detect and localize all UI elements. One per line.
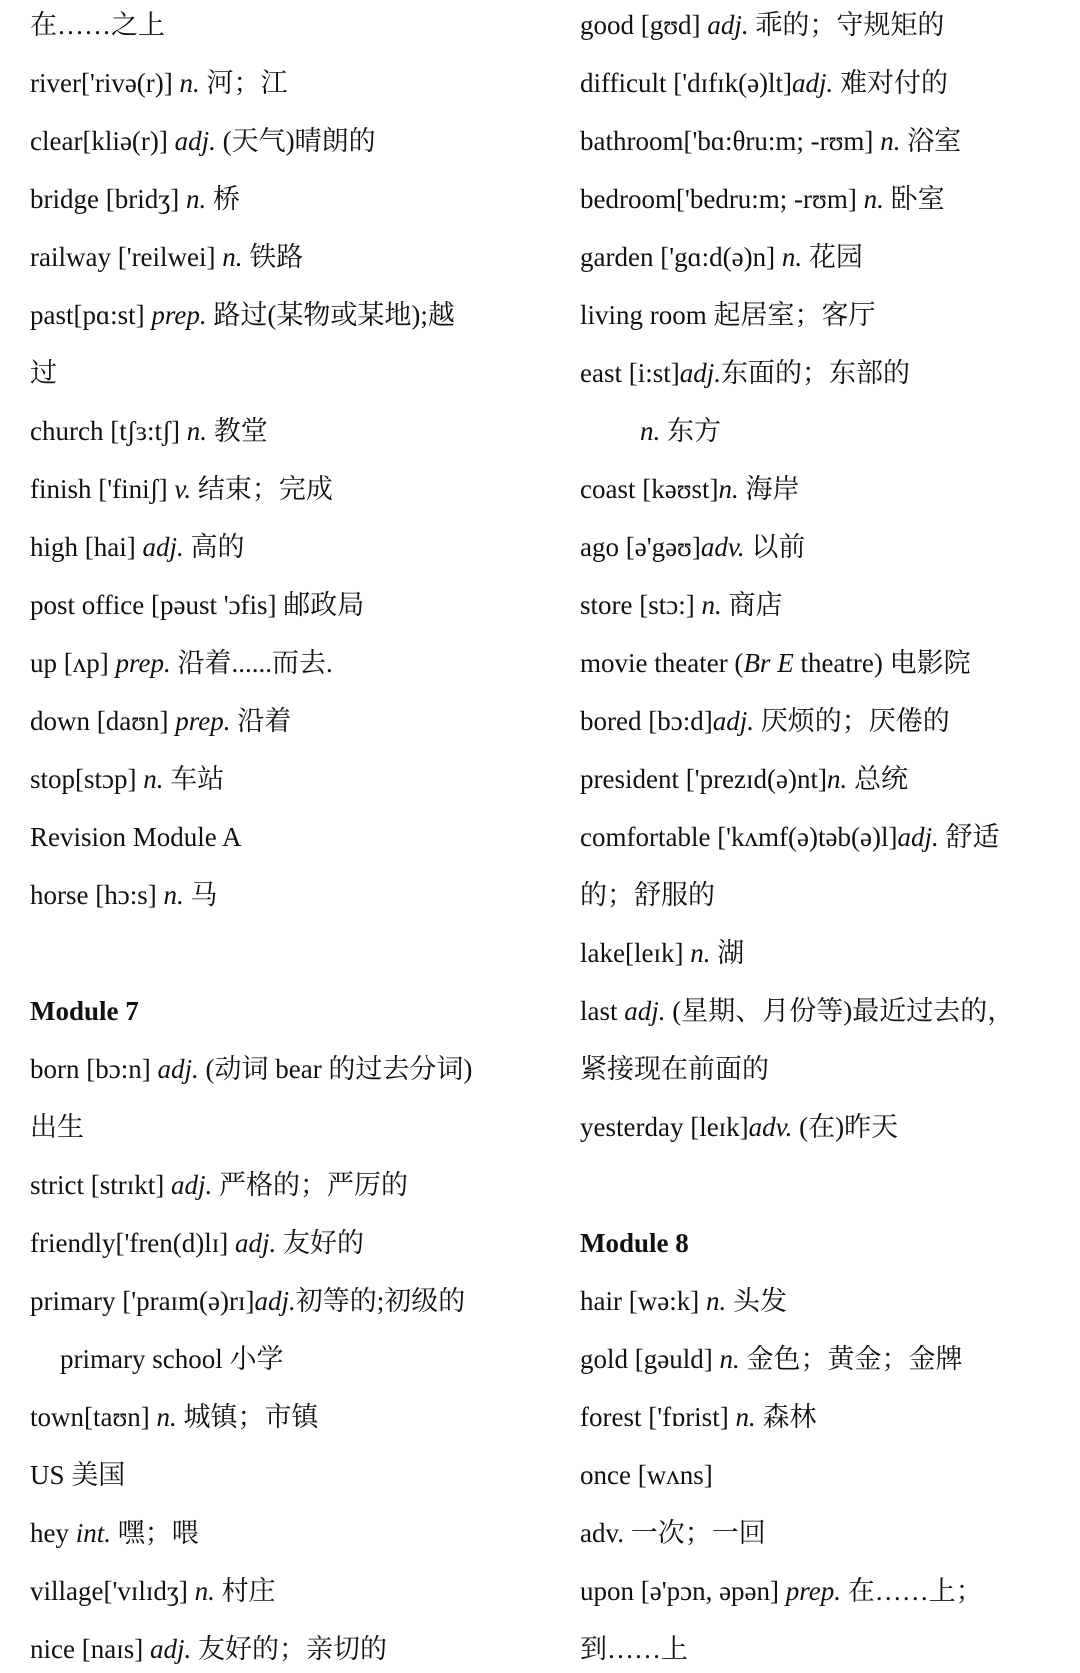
part-of-speech: adv. xyxy=(748,1112,793,1142)
vocab-entry xyxy=(580,124,961,158)
vocab-entry xyxy=(580,1284,787,1318)
vocab-entry xyxy=(580,240,863,274)
entry-text: 商店 xyxy=(721,590,783,620)
vocab-entry xyxy=(580,762,908,796)
entry-text: nice [naɪs] xyxy=(30,1634,150,1664)
vocab-entry xyxy=(580,936,744,970)
vocab-entry xyxy=(30,1052,472,1086)
entry-text: hey xyxy=(30,1518,76,1548)
entry-text: theatre) 电影院 xyxy=(793,648,971,678)
entry-text: 森林 xyxy=(755,1402,817,1432)
part-of-speech: adj. xyxy=(142,532,184,562)
part-of-speech: n. xyxy=(179,68,200,98)
entry-text: ago [ə'gəʊ] xyxy=(580,532,701,562)
vocab-entry xyxy=(580,530,805,564)
entry-text: 马 xyxy=(183,880,218,910)
vocab-entry xyxy=(30,1516,199,1550)
vocab-entry xyxy=(580,472,800,506)
entry-text: 初等的;初级的 xyxy=(295,1286,466,1316)
entry-text: 以前 xyxy=(744,532,806,562)
vocab-entry xyxy=(580,878,715,912)
part-of-speech: n. xyxy=(163,880,184,910)
vocab-entry xyxy=(580,1110,898,1144)
entry-text: 头发 xyxy=(726,1286,787,1316)
module-heading xyxy=(580,1226,689,1260)
part-of-speech: n. xyxy=(690,938,711,968)
part-of-speech: n. xyxy=(863,184,884,214)
vocab-entry xyxy=(30,1168,408,1202)
part-of-speech: n. xyxy=(718,474,739,504)
vocab-entry xyxy=(580,66,948,100)
vocab-entry xyxy=(580,8,944,42)
entry-text: gold [gəuld] xyxy=(580,1344,720,1374)
vocab-entry xyxy=(30,1110,84,1144)
part-of-speech: adj. xyxy=(174,126,216,156)
vocab-entry xyxy=(580,414,721,448)
vocab-entry xyxy=(30,1400,319,1434)
entry-text: strict [strɪkt] xyxy=(30,1170,171,1200)
part-of-speech: n. xyxy=(719,1344,740,1374)
entry-text: high [hai] xyxy=(30,532,143,562)
part-of-speech: adj. xyxy=(897,822,939,852)
vocab-entry xyxy=(30,472,333,506)
entry-text: bathroom['bɑ:θru:m; -rʊm] xyxy=(580,126,881,156)
entry-text: living room 起居室；客厅 xyxy=(580,300,876,330)
entry-text: bridge [bridʒ] xyxy=(30,184,186,214)
part-of-speech: n. xyxy=(880,126,901,156)
entry-text: 城镇；市镇 xyxy=(176,1402,319,1432)
part-of-speech: adj. xyxy=(624,996,666,1026)
entry-text: stop[stɔp] xyxy=(30,764,144,794)
entry-text: once [wʌns] xyxy=(580,1460,713,1490)
part-of-speech: adj. xyxy=(235,1228,277,1258)
entry-text: 东方 xyxy=(660,416,721,446)
entry-text: last xyxy=(580,996,625,1026)
entry-text: US 美国 xyxy=(30,1460,126,1490)
vocab-entry xyxy=(580,646,971,680)
entry-text: 沿着......而去. xyxy=(170,648,333,678)
entry-text: bored [bɔ:d] xyxy=(580,706,713,736)
entry-text: Module 7 xyxy=(30,996,139,1026)
vocab-entry xyxy=(580,1342,962,1376)
entry-text: past[pɑ:st] xyxy=(30,300,152,330)
entry-text: 湖 xyxy=(710,938,745,968)
vocab-entry xyxy=(30,124,376,158)
vocab-entry xyxy=(30,1574,276,1608)
entry-text: president ['prezɪd(ə)nt] xyxy=(580,764,827,794)
vocab-entry xyxy=(30,588,364,622)
vocab-entry xyxy=(30,878,217,912)
entry-text: 到……上 xyxy=(580,1634,688,1664)
vocab-entry xyxy=(30,182,240,216)
entry-text: primary ['praɪm(ə)rɪ] xyxy=(30,1286,255,1316)
vocab-entry xyxy=(30,704,291,738)
part-of-speech: adv. xyxy=(700,532,745,562)
entry-text: bedroom['bedru:m; -rʊm] xyxy=(580,184,864,214)
entry-text: 总统 xyxy=(847,764,908,794)
part-of-speech: prep. xyxy=(175,706,231,736)
entry-text: 结束；完成 xyxy=(191,474,333,504)
part-of-speech: adj. xyxy=(792,68,834,98)
vocab-entry xyxy=(580,1400,816,1434)
entry-text: 乖的；守规矩的 xyxy=(748,10,945,40)
entry-text: railway ['reilwei] xyxy=(30,242,223,272)
entry-text: 浴室 xyxy=(900,126,962,156)
entry-text: church [tʃɜ:tʃ] xyxy=(30,416,187,446)
entry-text: primary school 小学 xyxy=(60,1344,284,1374)
entry-text: coast [kəʊst] xyxy=(580,474,719,504)
vocab-entry xyxy=(30,530,245,564)
part-of-speech: adj. xyxy=(712,706,754,736)
entry-text: 过 xyxy=(30,358,57,388)
part-of-speech: n. xyxy=(640,416,661,446)
entry-text: friendly['fren(d)lɪ] xyxy=(30,1228,236,1258)
part-of-speech: v. xyxy=(174,474,192,504)
entry-text: 沿着 xyxy=(230,706,292,736)
entry-text: good [gʊd] xyxy=(580,10,708,40)
entry-text: town[taʊn] xyxy=(30,1402,157,1432)
vocab-entry xyxy=(580,820,999,854)
entry-text: forest ['fɒrist] xyxy=(580,1402,736,1432)
entry-text: (在)昨天 xyxy=(792,1112,899,1142)
entry-text: born [bɔ:n] xyxy=(30,1054,158,1084)
part-of-speech: n. xyxy=(705,1286,727,1316)
vocab-entry xyxy=(30,240,303,274)
part-of-speech: prep. xyxy=(115,648,171,678)
entry-text: (动词 bear 的过去分词) xyxy=(198,1054,473,1084)
vocab-entry xyxy=(580,994,1014,1028)
part-of-speech: n. xyxy=(186,416,208,446)
vocab-entry xyxy=(30,1342,283,1376)
entry-text: 紧接现在前面的 xyxy=(580,1054,769,1084)
vocab-entry xyxy=(580,704,950,738)
entry-text: 桥 xyxy=(206,184,240,214)
entry-text: 铁路 xyxy=(242,242,304,272)
vocab-entry xyxy=(30,762,224,796)
entry-text: comfortable ['kʌmf(ə)təb(ə)l] xyxy=(580,822,898,852)
entry-text: 金色；黄金；金牌 xyxy=(739,1344,963,1374)
vocab-entry xyxy=(580,356,910,390)
entry-text: upon [ə'pɔn, əpən] xyxy=(580,1576,786,1606)
vocab-entry xyxy=(30,646,333,680)
entry-text: 村庄 xyxy=(214,1576,276,1606)
entry-text: east [i:st] xyxy=(580,358,680,388)
part-of-speech: adj. xyxy=(254,1286,296,1316)
part-of-speech: n. xyxy=(156,1402,177,1432)
entry-text: 海岸 xyxy=(738,474,800,504)
vocab-entry xyxy=(30,66,288,100)
entry-text: post office [pəust 'ɔfis] 邮政局 xyxy=(30,590,365,620)
vocab-entry xyxy=(30,1458,125,1492)
entry-text: Module 8 xyxy=(580,1228,689,1258)
part-of-speech: n. xyxy=(781,242,803,272)
vocab-entry xyxy=(30,356,57,390)
entry-text: down [daʊn] xyxy=(30,706,176,736)
vocab-entry xyxy=(30,820,242,854)
entry-text: yesterday [leɪk] xyxy=(580,1112,749,1142)
entry-text: clear[kliə(r)] xyxy=(30,126,175,156)
vocab-entry xyxy=(30,1632,387,1666)
part-of-speech: n. xyxy=(194,1576,215,1606)
part-of-speech: n. xyxy=(222,242,243,272)
entry-text: 高的 xyxy=(183,532,245,562)
vocab-entry xyxy=(580,182,945,216)
entry-text: 东面的；东部的 xyxy=(721,358,910,388)
part-of-speech: adj. xyxy=(707,10,749,40)
entry-text: 卧室 xyxy=(883,184,945,214)
entry-text: lake[leɪk] xyxy=(580,938,691,968)
vocab-entry xyxy=(580,1516,766,1550)
entry-text: up [ʌp] xyxy=(30,648,116,678)
entry-text: 嘿；喂 xyxy=(111,1518,199,1548)
vocab-entry xyxy=(580,1458,713,1492)
entry-text: adv. 一次；一回 xyxy=(580,1518,766,1548)
entry-text: 河；江 xyxy=(199,68,288,98)
module-heading xyxy=(30,994,139,1028)
vocab-entry xyxy=(580,588,782,622)
entry-text: 车站 xyxy=(163,764,225,794)
entry-text: 出生 xyxy=(30,1112,84,1142)
entry-text: Revision Module A xyxy=(30,822,242,852)
part-of-speech: n. xyxy=(701,590,722,620)
part-of-speech: Br E xyxy=(743,648,794,678)
vocab-entry xyxy=(30,298,455,332)
entry-text: 厌烦的；厌倦的 xyxy=(753,706,950,736)
entry-text: (星期、月份等)最近过去的， xyxy=(665,996,1015,1026)
vocab-entry xyxy=(30,8,165,42)
entry-text: 的；舒服的 xyxy=(580,880,715,910)
part-of-speech: adj. xyxy=(679,358,721,388)
entry-text: village['vɪlɪdʒ] xyxy=(30,1576,195,1606)
entry-text: garden ['gɑ:d(ə)n] xyxy=(580,242,782,272)
part-of-speech: prep. xyxy=(151,300,207,330)
vocab-entry xyxy=(30,414,268,448)
entry-text: finish ['finiʃ] xyxy=(30,474,175,504)
part-of-speech: n. xyxy=(735,1402,756,1432)
part-of-speech: n. xyxy=(827,764,848,794)
entry-text: 在……之上 xyxy=(30,10,165,40)
entry-text: hair [wə:k] xyxy=(580,1286,706,1316)
entry-text: 严格的；严厉的 xyxy=(212,1170,408,1200)
entry-text: horse [hɔ:s] xyxy=(30,880,164,910)
entry-text: (天气)晴朗的 xyxy=(215,126,376,156)
entry-text: 难对付的 xyxy=(833,68,949,98)
part-of-speech: adj. xyxy=(149,1634,192,1664)
vocab-entry xyxy=(580,1574,983,1608)
entry-text: movie theater ( xyxy=(580,648,744,678)
vocab-entry xyxy=(30,1284,465,1318)
part-of-speech: n. xyxy=(185,184,207,214)
entry-text: 舒适 xyxy=(938,822,1000,852)
part-of-speech: adj. xyxy=(157,1054,199,1084)
entry-text: 教堂 xyxy=(207,416,268,446)
part-of-speech: prep. xyxy=(785,1576,842,1606)
entry-text: 花园 xyxy=(802,242,863,272)
part-of-speech: adj. xyxy=(170,1170,213,1200)
entry-text: 路过(某物或某地);越 xyxy=(206,300,455,330)
entry-text: 在……上； xyxy=(841,1576,983,1606)
entry-text: 友好的；亲切的 xyxy=(191,1634,387,1664)
part-of-speech: n. xyxy=(143,764,164,794)
entry-text: river['rivə(r)] xyxy=(30,68,180,98)
vocab-entry xyxy=(580,1052,769,1086)
vocab-entry xyxy=(30,1226,364,1260)
vocab-entry xyxy=(580,1632,688,1666)
entry-text: store [stɔ:] xyxy=(580,590,702,620)
part-of-speech: int. xyxy=(75,1518,111,1548)
vocab-entry xyxy=(580,298,876,332)
entry-text: 友好的 xyxy=(276,1228,365,1258)
entry-text: difficult ['dɪfɪk(ə)lt] xyxy=(580,68,793,98)
